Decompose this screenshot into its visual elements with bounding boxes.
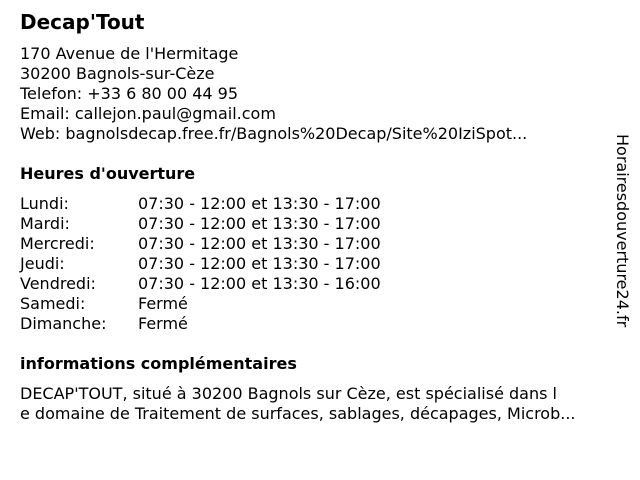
day-hours: Fermé [138, 294, 188, 313]
day-label: Mercredi: [20, 234, 95, 253]
day-hours: 07:30 - 12:00 et 13:30 - 17:00 [138, 194, 381, 213]
address-line-1: 170 Avenue de l'Hermitage [20, 44, 239, 63]
hours-row-samedi [20, 294, 381, 314]
contact-block [20, 44, 527, 144]
email-line: Email: callejon.paul@gmail.com [20, 104, 276, 123]
hours-row-mercredi [20, 234, 381, 254]
hours-row-dimanche [20, 314, 381, 334]
hours-row-jeudi [20, 254, 381, 274]
info-line-2: e domaine de Traitement de surfaces, sablages, décapages, Microb... [20, 404, 576, 423]
hours-table [20, 194, 381, 334]
info-title: informations complémentaires [20, 354, 297, 373]
info-description [20, 384, 576, 424]
phone-line: Telefon: +33 6 80 00 44 95 [20, 84, 239, 103]
day-label: Lundi: [20, 194, 69, 213]
hours-row-mardi [20, 214, 381, 234]
address-line-2: 30200 Bagnols-sur-Cèze [20, 64, 215, 83]
web-line: Web: bagnolsdecap.free.fr/Bagnols%20Decap/Site%20IziSpot... [20, 124, 528, 143]
day-label: Dimanche: [20, 314, 107, 333]
hours-row-vendredi [20, 274, 381, 294]
day-label: Samedi: [20, 294, 86, 313]
day-hours: 07:30 - 12:00 et 13:30 - 17:00 [138, 234, 381, 253]
hours-row-lundi [20, 194, 381, 214]
day-label: Vendredi: [20, 274, 96, 293]
site-watermark: Horairesdouverture24.fr [613, 134, 632, 328]
day-label: Jeudi: [20, 254, 65, 273]
day-hours: Fermé [138, 314, 188, 333]
hours-title: Heures d'ouverture [20, 164, 196, 183]
business-name: Decap'Tout [20, 10, 145, 34]
day-label: Mardi: [20, 214, 70, 233]
day-hours: 07:30 - 12:00 et 13:30 - 17:00 [138, 254, 381, 273]
day-hours: 07:30 - 12:00 et 13:30 - 17:00 [138, 214, 381, 233]
info-line-1: DECAP'TOUT, situé à 30200 Bagnols sur Cèze, est spécialisé dans l [20, 384, 557, 403]
day-hours: 07:30 - 12:00 et 13:30 - 16:00 [138, 274, 381, 293]
